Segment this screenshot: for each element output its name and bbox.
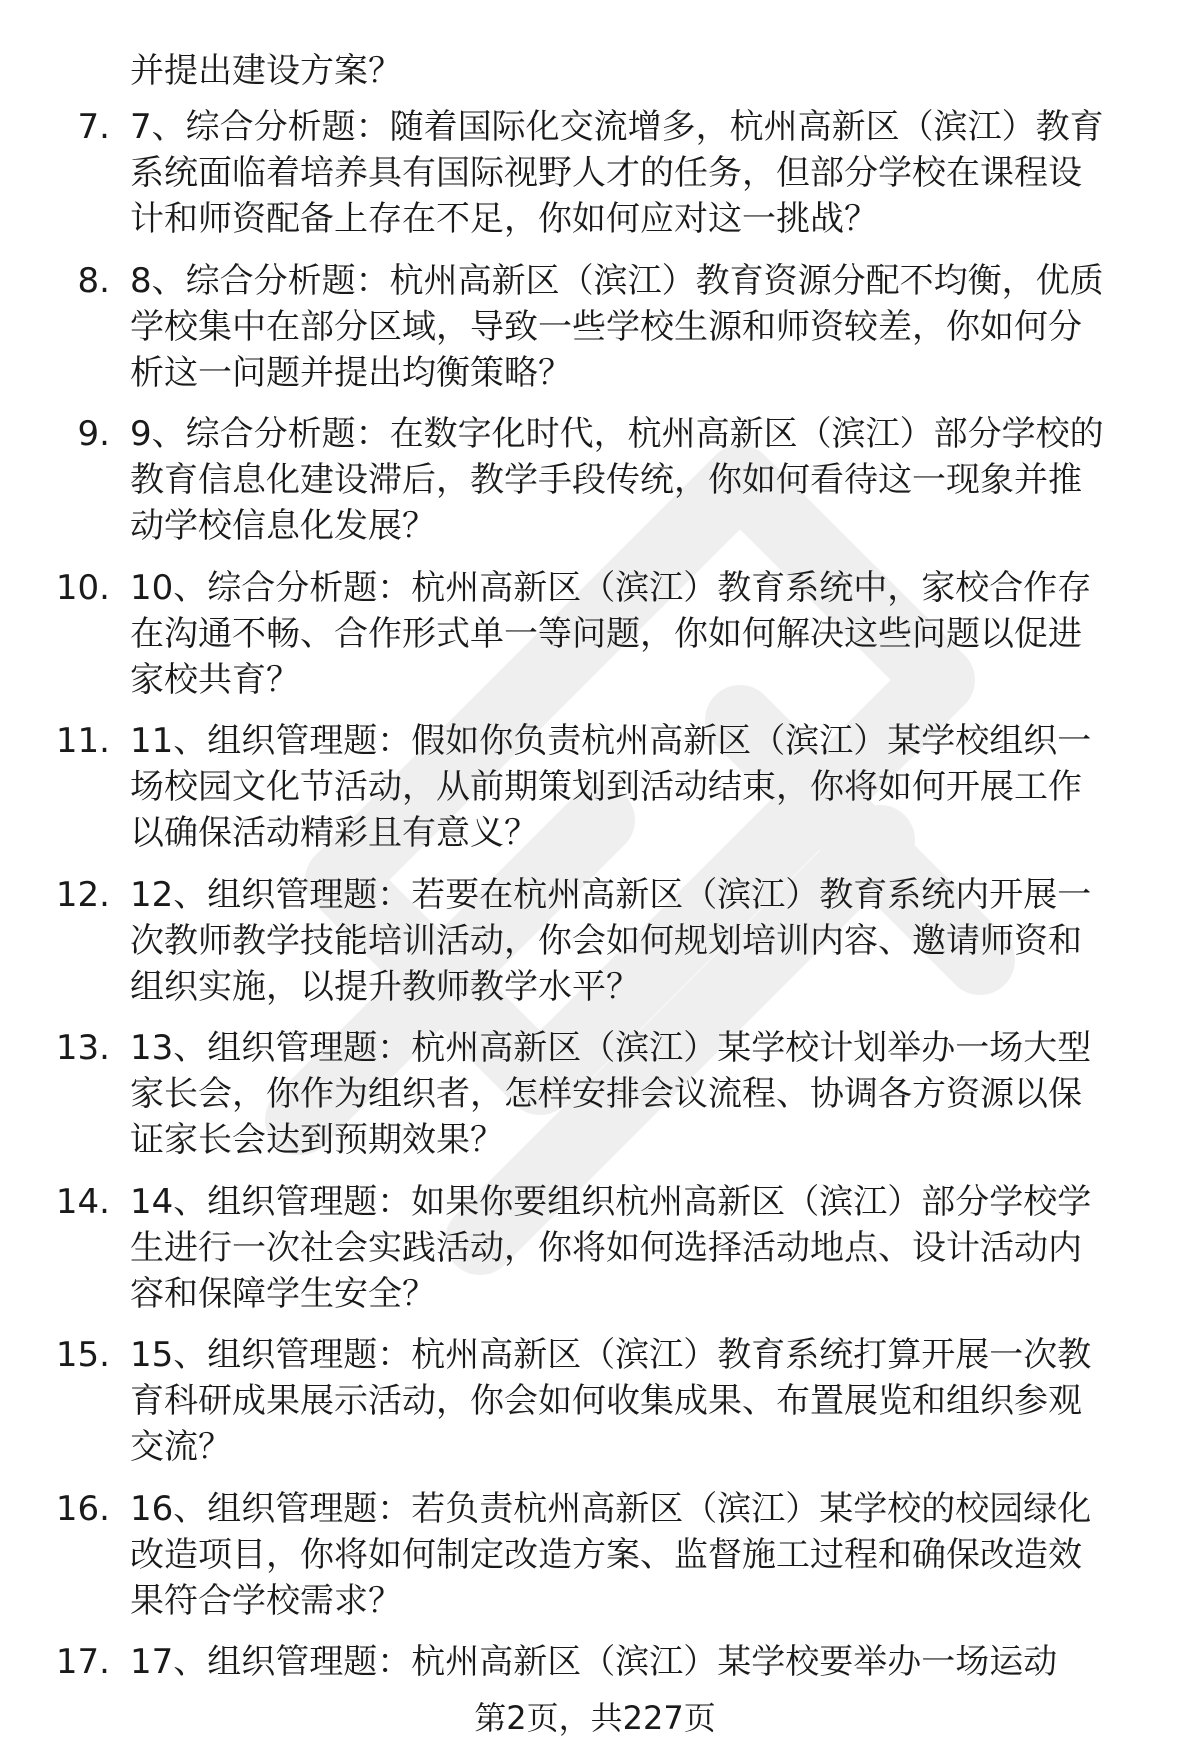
item-text-line: 容和保障学生安全？ <box>130 1274 436 1314</box>
item-text-line: 育科研成果展示活动，你会如何收集成果、布置展览和组织参观 <box>130 1381 1082 1421</box>
item-text-line: 次教师教学技能培训活动，你会如何规划培训内容、邀请师资和 <box>130 921 1082 961</box>
item-text-line: 改造项目，你将如何制定改造方案、监督施工过程和确保改造效 <box>130 1535 1082 1575</box>
item-number: 16. <box>55 1489 110 1529</box>
item-text-line: 计和师资配备上存在不足，你如何应对这一挑战？ <box>130 199 878 239</box>
item-number: 15. <box>55 1335 110 1375</box>
item-number: 14. <box>55 1182 110 1222</box>
item-text-line: 场校园文化节活动，从前期策划到活动结束，你将如何开展工作 <box>130 767 1082 807</box>
item-number: 9. <box>77 414 110 454</box>
item-text-line: 证家长会达到预期效果？ <box>130 1120 504 1160</box>
item-number: 13. <box>55 1028 110 1068</box>
page-footer: 第2页，共227页 <box>474 1699 716 1737</box>
item-text-line: 以确保活动精彩且有意义？ <box>130 813 538 853</box>
item-text-line: 系统面临着培养具有国际视野人才的任务，但部分学校在课程设 <box>130 153 1082 193</box>
item-text-line: 在沟通不畅、合作形式单一等问题，你如何解决这些问题以促进 <box>130 614 1082 654</box>
item-text-line: 11、组织管理题：假如你负责杭州高新区（滨江）某学校组织一 <box>130 721 1092 761</box>
item-number: 12. <box>55 875 110 915</box>
item-text-line: 生进行一次社会实践活动，你将如何选择活动地点、设计活动内 <box>130 1228 1082 1268</box>
item-number: 11. <box>55 721 110 761</box>
item-text-line: 动学校信息化发展？ <box>130 506 436 546</box>
item-text-line: 果符合学校需求？ <box>130 1581 402 1621</box>
item-text-line: 8、综合分析题：杭州高新区（滨江）教育资源分配不均衡，优质 <box>130 261 1104 301</box>
item-text-line: 14、组织管理题：如果你要组织杭州高新区（滨江）部分学校学 <box>130 1182 1092 1222</box>
item-number: 10. <box>55 568 110 608</box>
item-text-line: 12、组织管理题：若要在杭州高新区（滨江）教育系统内开展一 <box>130 875 1092 915</box>
item-text-line: 9、综合分析题：在数字化时代，杭州高新区（滨江）部分学校的 <box>130 414 1104 454</box>
item-number: 17. <box>55 1642 110 1682</box>
item-text-line: 析这一问题并提出均衡策略？ <box>130 353 572 393</box>
item-text-line: 15、组织管理题：杭州高新区（滨江）教育系统打算开展一次教 <box>130 1335 1092 1375</box>
item-text-line: 学校集中在部分区域，导致一些学校生源和师资较差，你如何分 <box>130 307 1082 347</box>
item-text-line: 17、组织管理题：杭州高新区（滨江）某学校要举办一场运动 <box>130 1642 1058 1682</box>
item-text-line: 教育信息化建设滞后，教学手段传统，你如何看待这一现象并推 <box>130 460 1082 500</box>
item-text-line: 家长会，你作为组织者，怎样安排会议流程、协调各方资源以保 <box>130 1074 1082 1114</box>
item-text-line: 7、综合分析题：随着国际化交流增多，杭州高新区（滨江）教育 <box>130 107 1104 147</box>
item-text-line: 16、组织管理题：若负责杭州高新区（滨江）某学校的校园绿化 <box>130 1489 1092 1529</box>
item-text-line: 组织实施，以提升教师教学水平？ <box>130 967 640 1007</box>
item-text-line: 10、综合分析题：杭州高新区（滨江）教育系统中，家校合作存 <box>130 568 1092 608</box>
item-number: 7. <box>77 107 110 147</box>
item-text-line: 家校共育？ <box>130 660 300 700</box>
item-text-line: 交流？ <box>130 1427 232 1467</box>
item-text-line: 13、组织管理题：杭州高新区（滨江）某学校计划举办一场大型 <box>130 1028 1092 1068</box>
continuation-line: 并提出建设方案？ <box>130 51 402 91</box>
item-number: 8. <box>77 261 110 301</box>
